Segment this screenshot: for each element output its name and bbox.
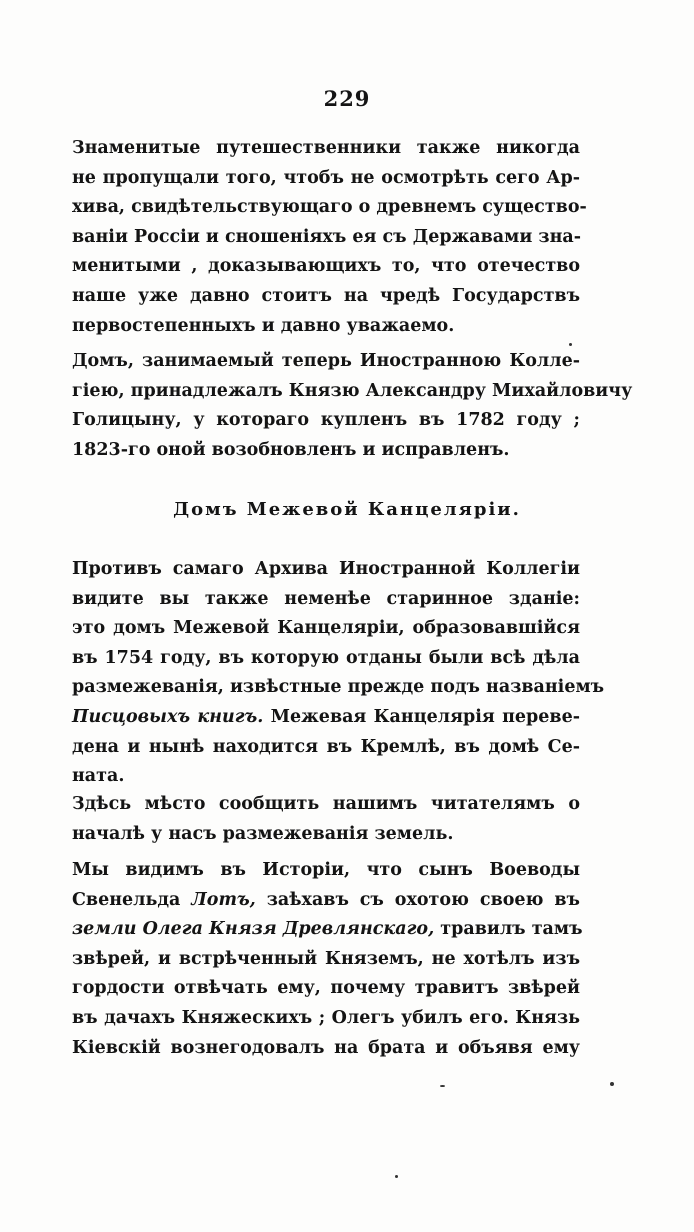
- paragraph-survey-office: [72, 555, 605, 792]
- text-fragment: заѣхавъ съ охотою своею въ: [255, 889, 580, 910]
- paragraph-land-survey-intro: [72, 790, 580, 849]
- text-line: Домъ, занимаемый теперь Иностранною Колле-: [72, 351, 580, 371]
- text-line: Знаменитые путешественники также никогда: [72, 138, 580, 158]
- section-heading: Домъ Межевой Канцеляріи.: [173, 499, 521, 520]
- text-line: дена и нынѣ находится въ Кремлѣ, въ домѣ Се-: [72, 736, 580, 757]
- scan-speck: [395, 1175, 398, 1178]
- text-line: первостепенныхъ и давно уважаемо.: [72, 315, 455, 336]
- text-fragment: травилъ тамъ: [434, 919, 583, 940]
- italic-text: земли Олега Князя Древлянскаго,: [72, 919, 435, 940]
- text-line: гіею, принадлежалъ Князю Александру Михайловичу: [72, 380, 633, 401]
- text-line: ната.: [72, 766, 125, 787]
- text-fragment: Свенельда: [72, 889, 192, 910]
- text-line: ваніи Россіи и сношеніяхъ ея съ Державами зна-: [72, 226, 581, 247]
- text-line: Мы видимъ въ Исторіи, что сынъ Воеводы: [72, 860, 580, 880]
- text-line: хива, свидѣтельствующаго о древнемъ существо-: [72, 197, 587, 218]
- paragraph-chronicle-story: [72, 856, 583, 1063]
- scan-speck: [440, 1085, 445, 1087]
- text-line: Противъ самаго Архива Иностранной Коллегіи: [72, 559, 580, 579]
- paragraph-collegium-house: [72, 347, 633, 465]
- text-line: Кіевскій вознегодовалъ на брата и объявя ему: [72, 1037, 580, 1058]
- italic-text: Писцовыхъ книгъ.: [72, 706, 264, 727]
- text-line: звѣрей, и встрѣченный Княземъ, не хотѣлъ изъ: [72, 948, 580, 969]
- text-line: Здѣсь мѣсто сообщить нашимъ читателямъ о: [72, 794, 580, 814]
- scan-speck: [569, 343, 572, 346]
- text-line: въ 1754 году, въ которую отданы были всѣ дѣла: [72, 647, 580, 668]
- text-line: Голицыну, у котораго купленъ въ 1782 году ;: [72, 410, 580, 431]
- text-line: менитыми , доказывающихъ то, что отечество: [72, 256, 580, 277]
- italic-text: Лотъ,: [191, 889, 256, 910]
- text-line-mixed: [72, 703, 580, 733]
- text-line: 1823-го оной возобновленъ и исправленъ.: [72, 439, 510, 460]
- page-number: 229: [323, 86, 371, 111]
- text-line: не пропущали того, чтобъ не осмотрѣть сего Ар-: [72, 167, 580, 188]
- text-line-mixed: [72, 886, 580, 916]
- text-line: началѣ у насъ размежеванія земель.: [72, 823, 454, 844]
- text-line: размежеванія, извѣстные прежде подъ названіемъ: [72, 677, 605, 698]
- text-line: гордости отвѣчать ему, почему травитъ звѣрей: [72, 978, 580, 999]
- text-line-mixed: [72, 915, 583, 945]
- text-fragment: Межевая Канцелярія переве-: [263, 706, 580, 727]
- text-line: это домъ Межевой Канцеляріи, образовавшійся: [72, 618, 580, 639]
- text-line: наше уже давно стоитъ на чредѣ Государствъ: [72, 285, 580, 306]
- text-line: въ дачахъ Княжескихъ ; Олегъ убилъ его. Князь: [72, 1007, 580, 1028]
- scan-speck: [610, 1082, 614, 1086]
- paragraph-archive-travelers: [72, 134, 587, 341]
- text-line: видите вы также неменѣе старинное зданіе:: [72, 588, 580, 609]
